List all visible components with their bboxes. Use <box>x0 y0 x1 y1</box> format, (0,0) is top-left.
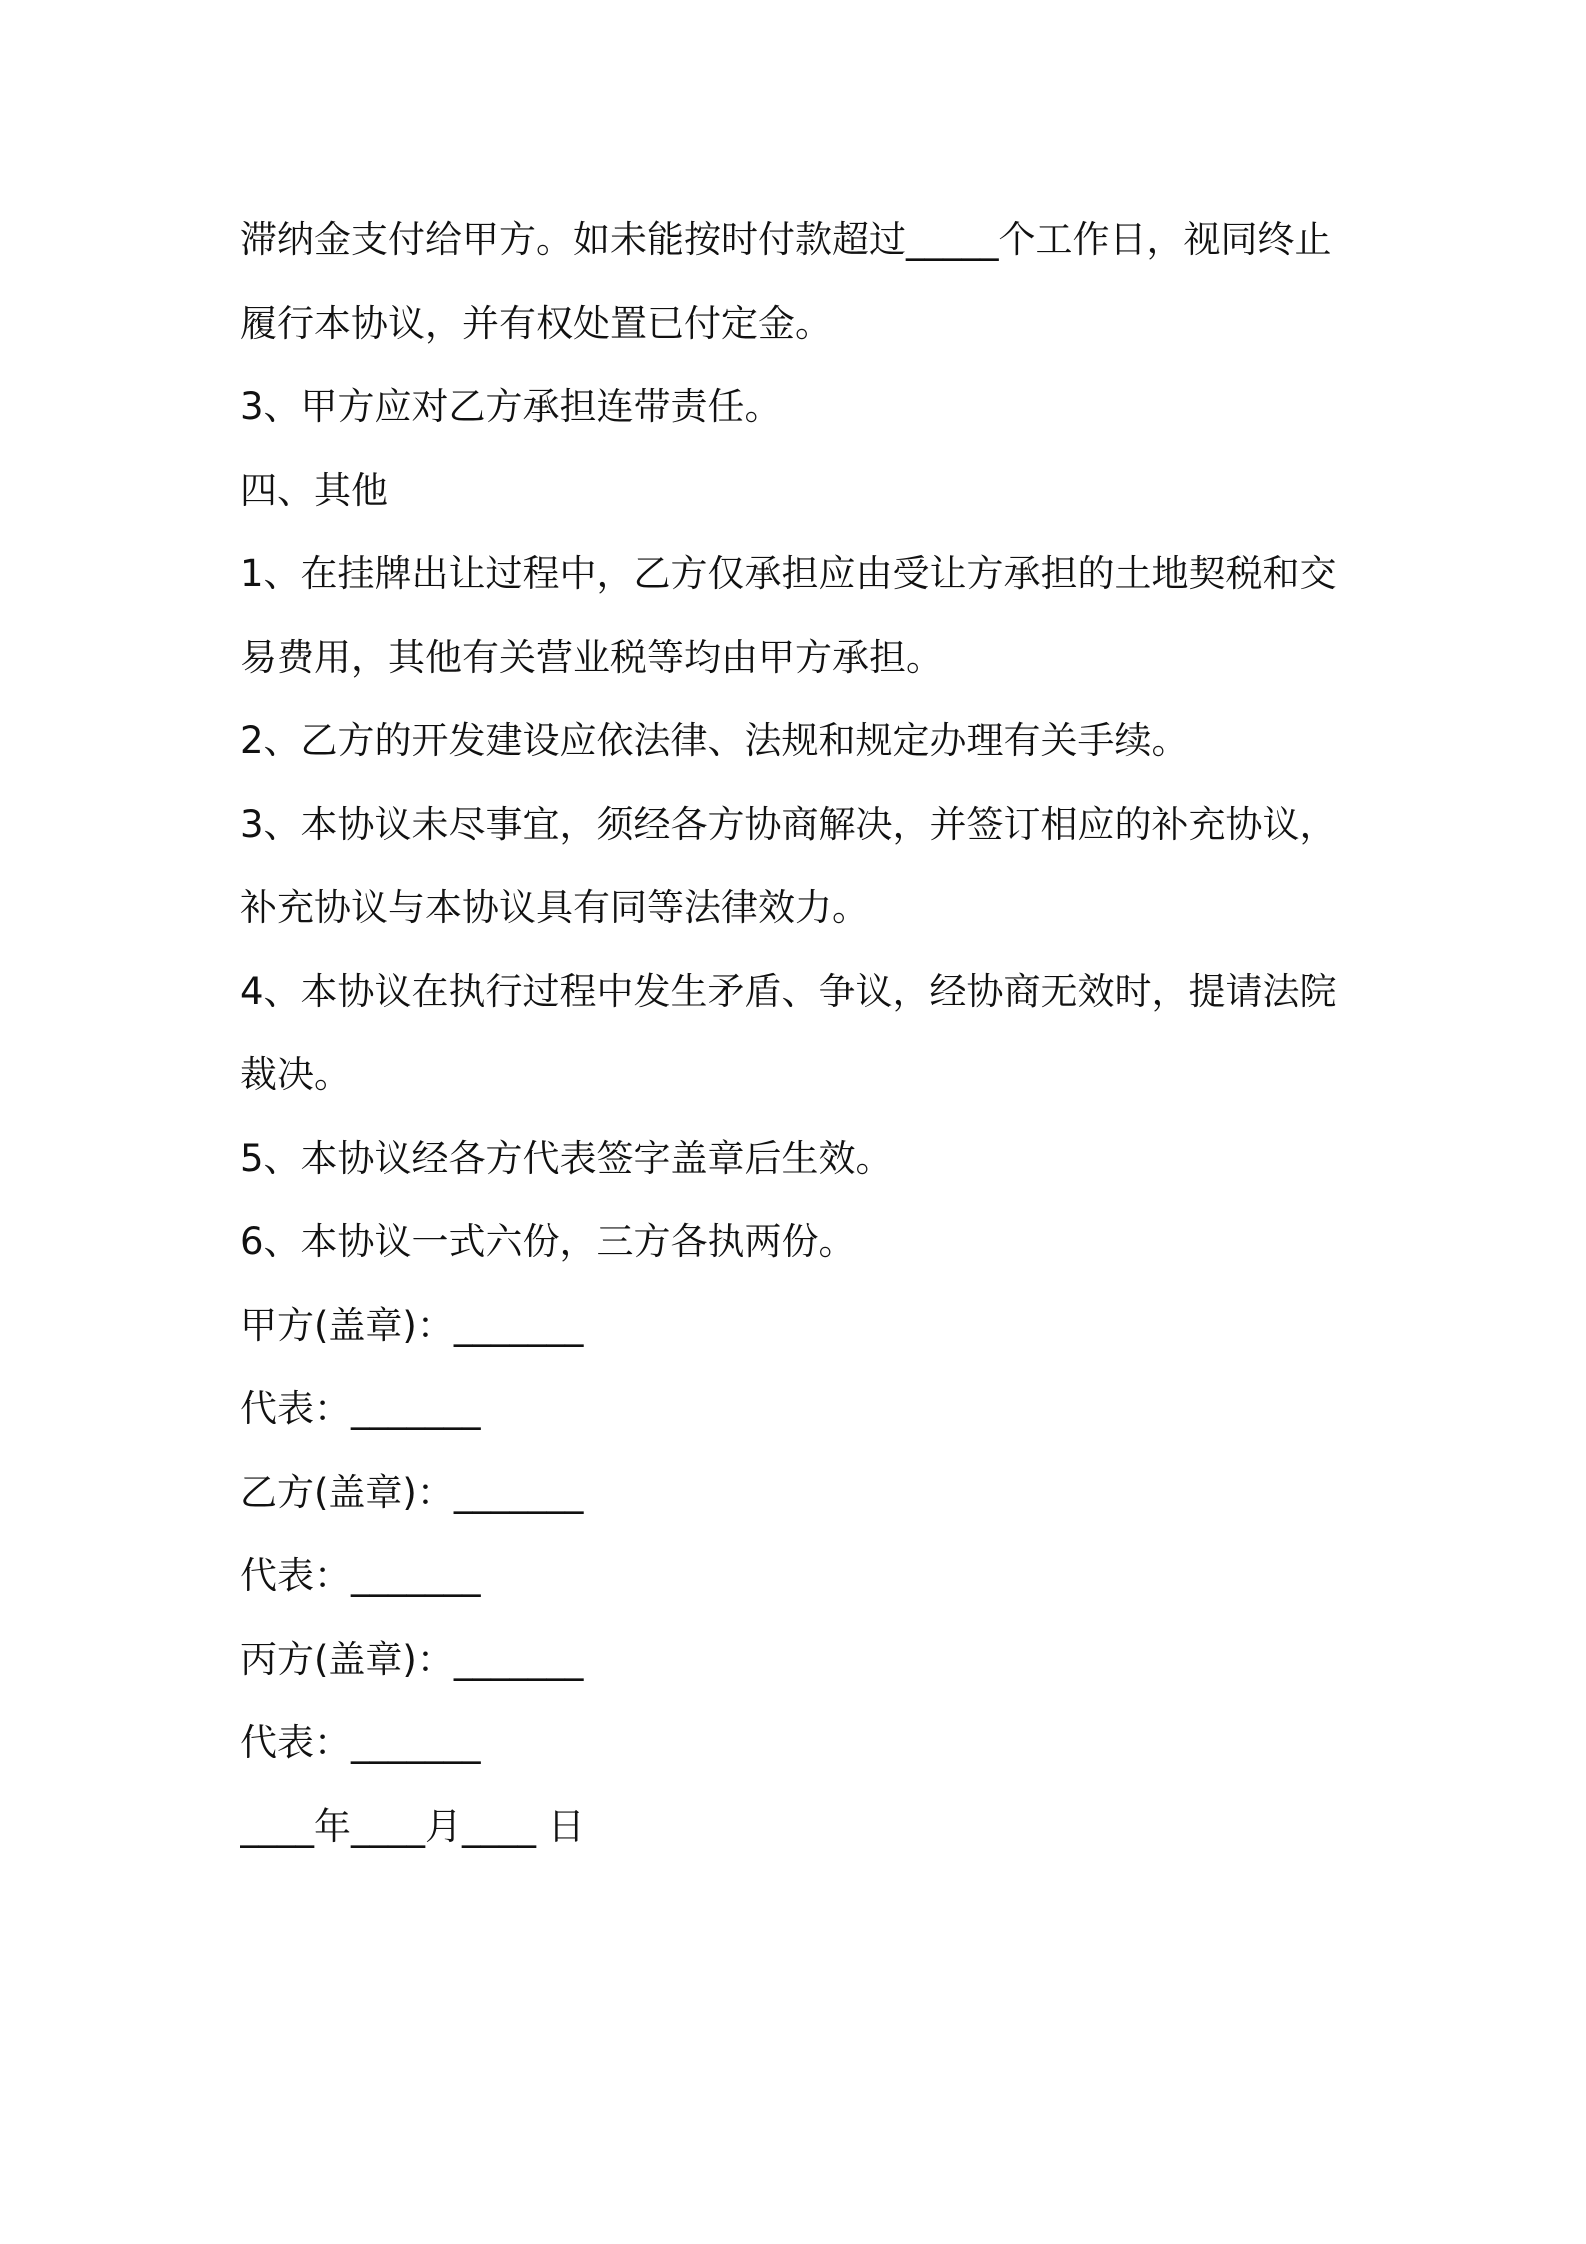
document-body <box>240 198 1360 1868</box>
clause-5-line: 5、本协议经各方代表签字盖章后生效。 <box>240 1136 893 1180</box>
party-b-seal-field: 乙方(盖章)：_______ <box>240 1470 584 1514</box>
party-c-representative-field: 代表：_______ <box>240 1721 481 1764</box>
party-a-seal-field: 甲方(盖章)：_______ <box>240 1303 584 1347</box>
clause-3-line-continued: 补充协议与本协议具有同等法律效力。 <box>240 886 869 929</box>
clause-4-line-continued: 裁决。 <box>240 1053 351 1096</box>
clause-2-line: 2、乙方的开发建设应依法律、法规和规定办理有关手续。 <box>240 719 1189 762</box>
party-c-seal-field: 丙方(盖章)：_______ <box>240 1637 584 1681</box>
paragraph-line: 履行本协议，并有权处置已付定金。 <box>240 301 832 345</box>
clause-1-line-continued: 易费用，其他有关营业税等均由甲方承担。 <box>240 635 943 679</box>
party-a-representative-field: 代表：_______ <box>240 1387 481 1430</box>
paragraph-line: 滞纳金支付给甲方。如未能按时付款超过_____个工作日，视同终止 <box>240 218 1332 261</box>
party-b-representative-field: 代表：_______ <box>240 1554 481 1597</box>
clause-3-line: 3、本协议未尽事宜，须经各方协商解决，并签订相应的补充协议， <box>240 802 1337 846</box>
clause-4-line: 4、本协议在执行过程中发生矛盾、争议，经协商无效时，提请法院 <box>240 969 1337 1013</box>
section-heading: 四、其他 <box>240 468 388 512</box>
clause-1-line: 1、在挂牌出让过程中，乙方仅承担应由受让方承担的土地契税和交 <box>240 552 1337 595</box>
clause-6-line: 6、本协议一式六份，三方各执两份。 <box>240 1220 856 1263</box>
date-field: ____年____月____ 日 <box>240 1804 585 1848</box>
clause-3-line: 3、甲方应对乙方承担连带责任。 <box>240 385 782 428</box>
